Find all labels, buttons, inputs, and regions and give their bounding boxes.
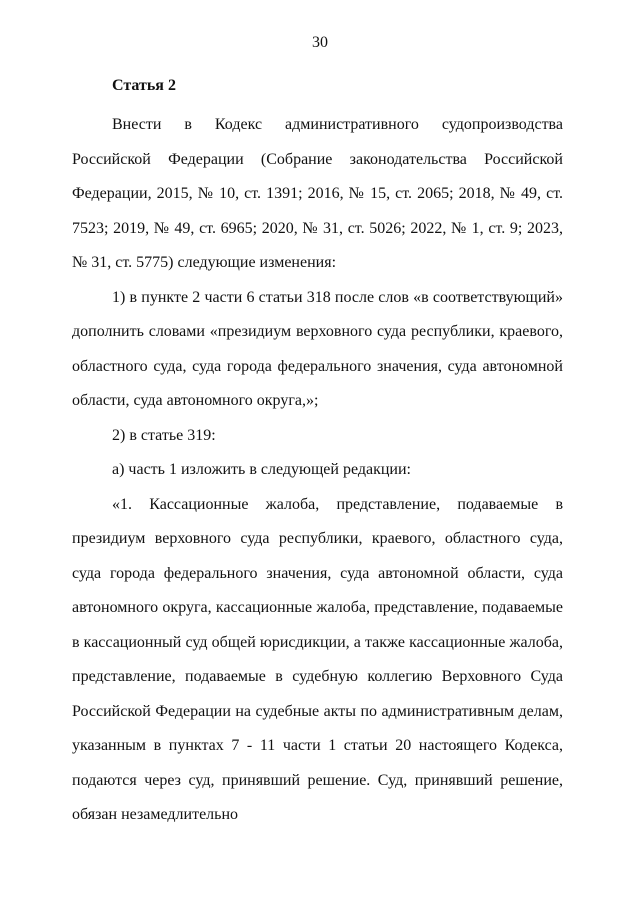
paragraph-intro: Внести в Кодекс административного судопроизводства Российской Федерации (Собрание законодательства Российской Федерации, 2015, № 10, ст. 1391; 2016, № 15, ст. 2065; 2018, № 49, ст. 7523; 2019, № 49, ст. 6965; 2020, № 31, ст. 5026; 2022, № 1, ст. 9; 2023, № 31, ст. 5775) следующие изменения: bbox=[72, 116, 563, 271]
paragraph-item-2: 2) в статье 319: bbox=[112, 426, 216, 444]
document-body bbox=[72, 108, 563, 833]
paragraph-part-1-text: «1. Кассационные жалоба, представление, подаваемые в президиум верховного суда республики, краевого, областного суда, суда города федерального значения, суда автономной области, суда автономного округа, кассационные жалоба, представление, подаваемые в кассационный суд общей юрисдикции, а также кассационные жалоба, представление, подаваемые в судебную коллегию Верховного Суда Российской Федерации на судебные акты по административным делам, указанным в пунктах 7 - 11 части 1 статьи 20 настоящего Кодекса, подаются через суд, принявший решение. Суд, принявший решение, обязан незамедлительно bbox=[72, 495, 563, 823]
paragraph-item-1: 1) в пункте 2 части 6 статьи 318 после слов «в соответствующий» дополнить словами «президиум верховного суда республики, краевого, областного суда, суда города федерального значения, суда автономной области, суда автономного округа,»; bbox=[72, 288, 563, 409]
paragraph-subitem-a: а) часть 1 изложить в следующей редакции: bbox=[112, 461, 411, 478]
article-heading: Статья 2 bbox=[112, 77, 176, 94]
page-number: 30 bbox=[312, 34, 328, 51]
